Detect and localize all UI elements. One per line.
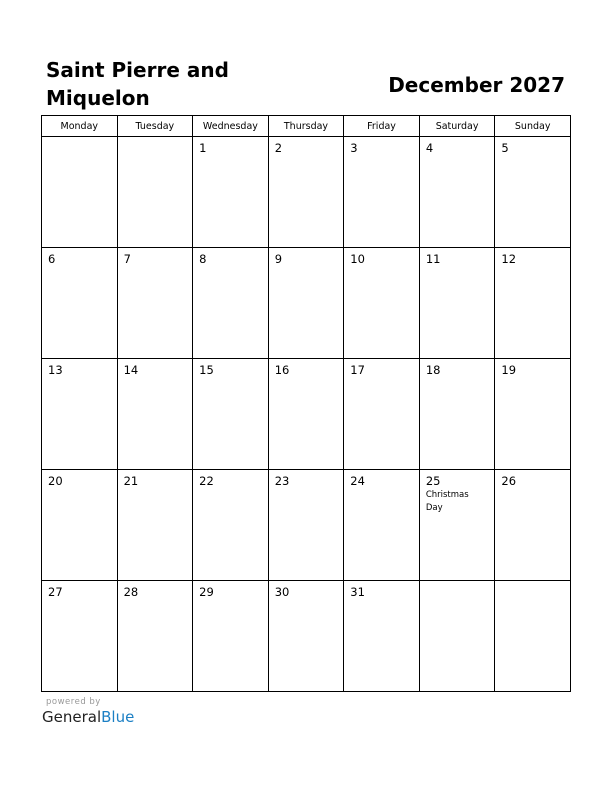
day-number: 29 xyxy=(199,585,214,599)
day-cell xyxy=(344,359,420,470)
calendar-grid xyxy=(41,115,571,692)
day-cell xyxy=(193,470,269,581)
day-number: 3 xyxy=(350,141,358,155)
day-number: 16 xyxy=(274,363,290,377)
day-cell xyxy=(344,470,420,581)
calendar-body xyxy=(42,137,571,692)
day-cell xyxy=(117,359,193,470)
day-cell xyxy=(419,248,495,359)
day-number: 18 xyxy=(425,363,441,377)
day-cell xyxy=(419,137,495,248)
day-number: 28 xyxy=(123,585,139,599)
week-row xyxy=(42,470,571,581)
day-cell xyxy=(495,581,571,692)
day-number: 21 xyxy=(123,474,139,488)
day-number: 17 xyxy=(350,363,365,377)
day-cell xyxy=(42,581,118,692)
weekday-header-sunday: Sunday xyxy=(495,116,571,137)
day-number: 11 xyxy=(425,252,441,266)
generalblue-logo xyxy=(42,708,134,726)
weekday-header-row xyxy=(42,116,571,137)
week-row xyxy=(42,137,571,248)
powered-by-text: powered by xyxy=(46,697,101,707)
day-number: 7 xyxy=(123,252,131,266)
day-cell xyxy=(495,137,571,248)
day-cell xyxy=(344,137,420,248)
day-cell xyxy=(193,581,269,692)
day-number: 25 xyxy=(425,474,441,488)
brand-blue: Blue xyxy=(101,708,135,726)
day-cell xyxy=(419,359,495,470)
week-row xyxy=(42,359,571,470)
day-cell xyxy=(268,248,344,359)
day-number: 12 xyxy=(501,252,517,266)
day-number: 14 xyxy=(123,363,139,377)
day-cell xyxy=(117,470,193,581)
day-number: 22 xyxy=(199,474,214,488)
day-cell xyxy=(42,137,118,248)
day-number: 1 xyxy=(199,141,207,155)
day-number: 8 xyxy=(199,252,207,266)
day-cell xyxy=(117,248,193,359)
day-cell xyxy=(42,470,118,581)
day-number: 5 xyxy=(501,141,509,155)
day-number: 13 xyxy=(48,363,63,377)
weekday-header-tuesday: Tuesday xyxy=(117,116,193,137)
region-title: Saint Pierre and Miquelon xyxy=(46,58,229,110)
day-number: 4 xyxy=(425,141,434,155)
day-cell xyxy=(268,359,344,470)
weekday-header-thursday: Thursday xyxy=(268,116,344,137)
day-number: 2 xyxy=(274,141,283,155)
day-number: 6 xyxy=(48,252,56,266)
day-cell xyxy=(344,581,420,692)
day-cell xyxy=(193,137,269,248)
day-number: 15 xyxy=(199,363,214,377)
holiday-label: Christmas Day xyxy=(425,490,469,513)
day-number: 27 xyxy=(48,585,63,599)
day-cell xyxy=(495,359,571,470)
brand-general: General xyxy=(42,708,102,726)
day-number: 26 xyxy=(501,474,517,488)
day-cell xyxy=(42,248,118,359)
weekday-header-friday: Friday xyxy=(344,116,420,137)
day-cell xyxy=(268,581,344,692)
weekday-header-wednesday: Wednesday xyxy=(193,116,269,137)
week-row xyxy=(42,248,571,359)
day-number: 23 xyxy=(274,474,290,488)
day-cell xyxy=(495,470,571,581)
day-cell xyxy=(268,470,344,581)
week-row xyxy=(42,581,571,692)
day-number: 10 xyxy=(350,252,365,266)
day-cell xyxy=(42,359,118,470)
day-number: 31 xyxy=(350,585,365,599)
day-number: 24 xyxy=(350,474,365,488)
day-cell xyxy=(193,248,269,359)
day-number: 20 xyxy=(48,474,63,488)
day-cell xyxy=(344,248,420,359)
day-number: 30 xyxy=(274,585,290,599)
day-number: 9 xyxy=(274,252,283,266)
day-cell xyxy=(495,248,571,359)
day-cell xyxy=(419,470,495,581)
day-cell xyxy=(117,137,193,248)
day-number: 19 xyxy=(501,363,517,377)
day-cell xyxy=(117,581,193,692)
day-cell xyxy=(268,137,344,248)
day-cell xyxy=(193,359,269,470)
month-year-title: December 2027 xyxy=(388,73,565,97)
weekday-header-monday: Monday xyxy=(42,116,118,137)
weekday-header-saturday: Saturday xyxy=(419,116,495,137)
day-cell xyxy=(419,581,495,692)
